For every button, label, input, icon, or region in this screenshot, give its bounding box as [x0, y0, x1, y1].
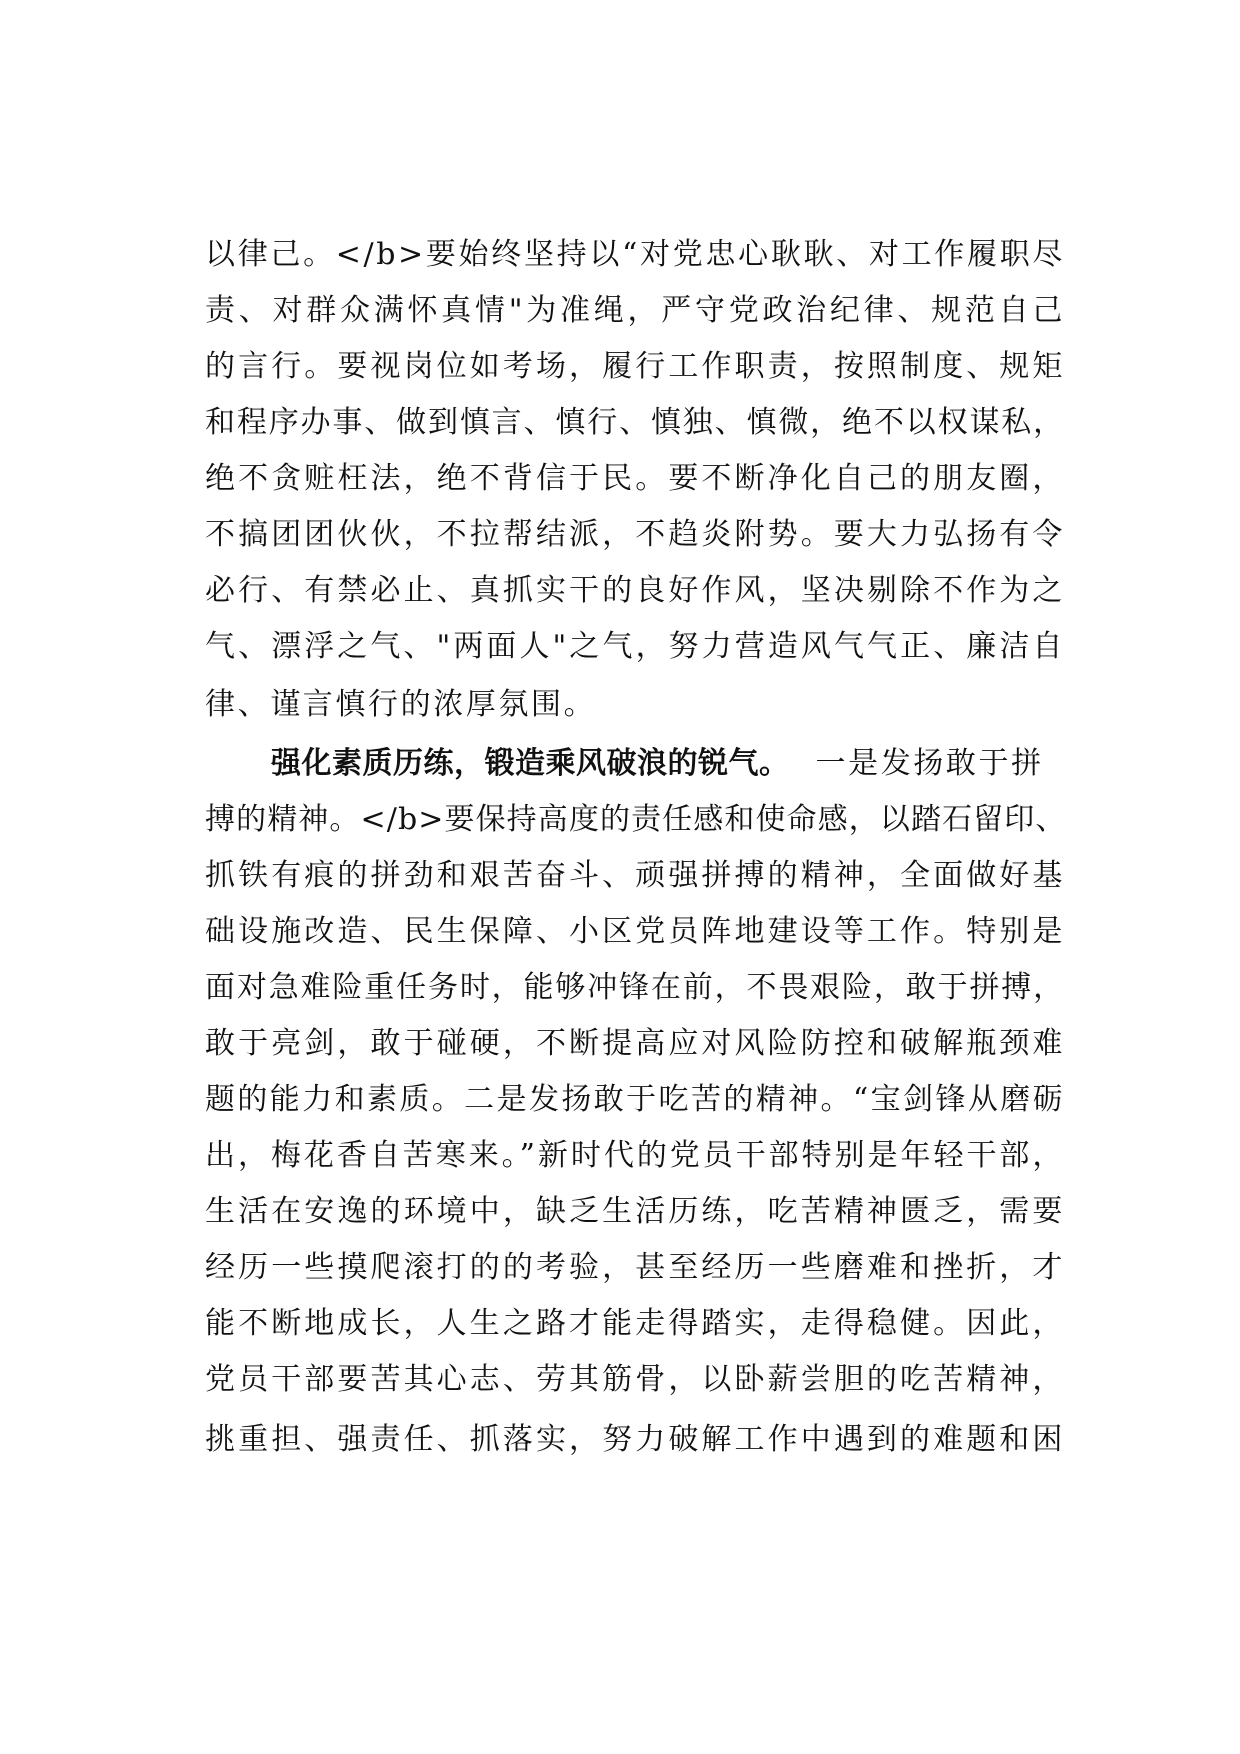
paragraph-2-line-3: 抓铁有痕的拼劲和艰苦奋斗、顽强拼搏的精神，全面做好基: [205, 858, 1065, 893]
section-heading: 强化素质历练，锻造乘风破浪的锐气。: [271, 746, 790, 781]
paragraph-2-line-7: 题的能力和素质。二是发扬敢于吃苦的精神。“宝剑锋从磨砺: [205, 1082, 1065, 1117]
paragraph-1-line-9: 律、谨言慎行的浓厚氛围。: [205, 687, 597, 722]
paragraph-1-line-5: 绝不贪赃枉法，绝不背信于民。要不断净化自己的朋友圈，: [205, 461, 1065, 496]
paragraph-2-line-5: 面对急难险重任务时，能够冲锋在前，不畏艰险，敢于拼搏，: [205, 970, 1065, 1005]
paragraph-2-line-10: 经历一些摸爬滚打的的考验，甚至经历一些磨难和挫折，才: [205, 1250, 1065, 1285]
paragraph-1-line-8: 气、漂浮之气、"两面人"之气，努力营造风气气正、廉洁自: [205, 629, 1065, 664]
paragraph-1-line-3: 的言行。要视岗位如考场，履行工作职责，按照制度、规矩: [205, 349, 1065, 384]
paragraph-1-line-1: 以律己。</b>要始终坚持以“对党忠心耿耿、对工作履职尽: [205, 237, 1065, 272]
paragraph-1-line-7: 必行、有禁必止、真抓实干的良好作风，坚决剔除不作为之: [205, 573, 1065, 608]
paragraph-2-line-11: 能不断地成长，人生之路才能走得踏实，走得稳健。因此，: [205, 1306, 1065, 1341]
paragraph-2-line-1-text: 一是发扬敢于拼: [815, 746, 1044, 781]
paragraph-2-line-2: 搏的精神。</b>要保持高度的责任感和使命感，以踏石留印、: [205, 802, 1067, 837]
paragraph-2-line-9: 生活在安逸的环境中，缺乏生活历练，吃苦精神匮乏，需要: [205, 1194, 1065, 1229]
paragraph-2-line-12: 党员干部要苦其心志、劳其筋骨，以卧薪尝胆的吃苦精神，: [205, 1362, 1065, 1397]
paragraph-2-line-6: 敢于亮剑，敢于碰硬，不断提高应对风险防控和破解瓶颈难: [205, 1026, 1065, 1061]
paragraph-1-line-6: 不搞团团伙伙，不拉帮结派，不趋炎附势。要大力弘扬有令: [205, 517, 1065, 552]
paragraph-2-line-1: [271, 742, 1065, 786]
paragraph-2-line-4: 础设施改造、民生保障、小区党员阵地建设等工作。特别是: [205, 914, 1065, 949]
paragraph-1-line-4: 和程序办事、做到慎言、慎行、慎独、慎微，绝不以权谋私，: [205, 405, 1065, 440]
paragraph-2-line-13: 挑重担、强责任、抓落实，努力破解工作中遇到的难题和困: [205, 1422, 1065, 1457]
paragraph-1-line-2: 责、对群众满怀真情"为准绳，严守党政治纪律、规范自己: [205, 293, 1065, 328]
paragraph-2-line-8: 出，梅花香自苦寒来。”新时代的党员干部特别是年轻干部，: [205, 1138, 1065, 1173]
